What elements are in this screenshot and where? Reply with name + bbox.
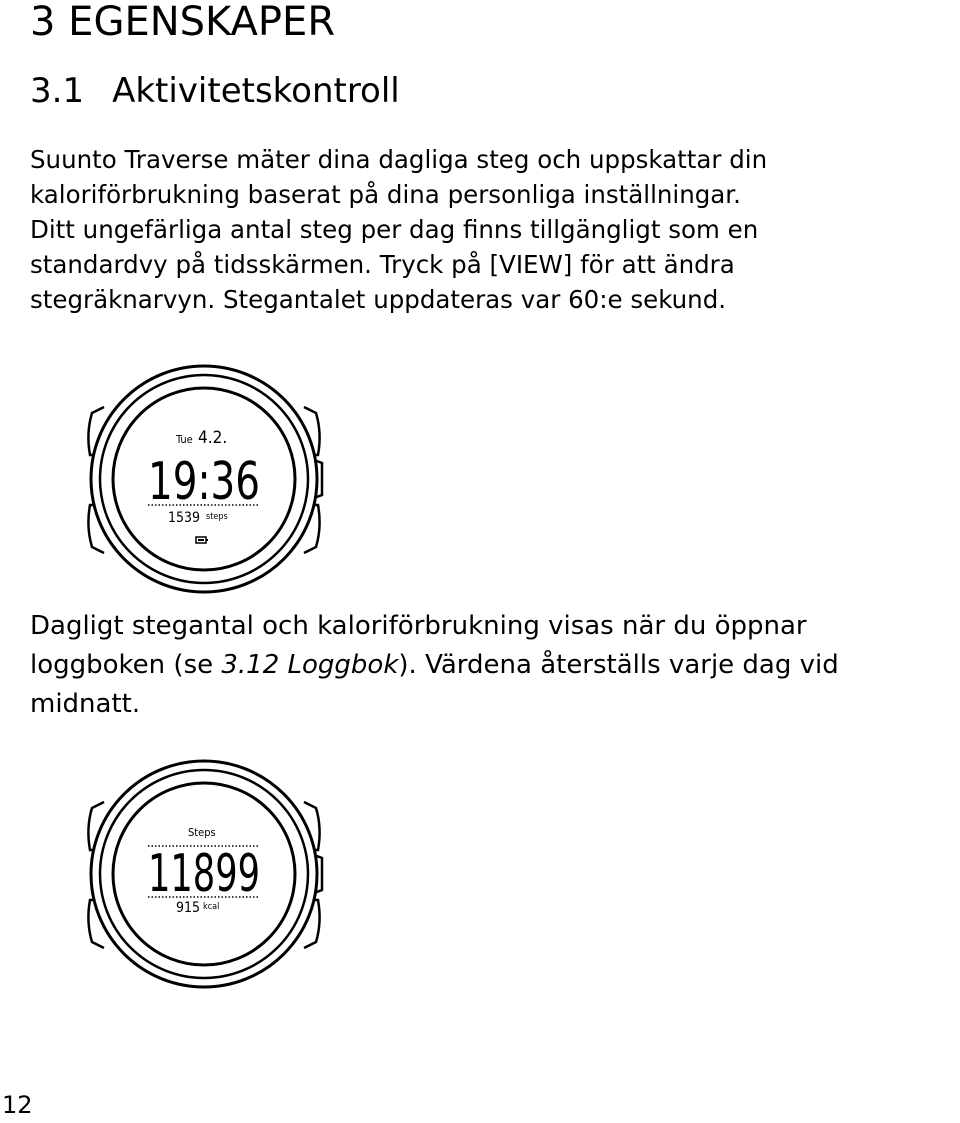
watch-header-label: Steps xyxy=(188,826,216,839)
section-heading xyxy=(30,68,400,114)
page-number: 12 xyxy=(2,1091,33,1119)
chapter-title: EGENSKAPER xyxy=(68,0,336,45)
line-text: loggboken (se xyxy=(30,650,222,680)
section-number: 3.1 xyxy=(30,71,85,111)
chapter-number: 3 xyxy=(30,0,56,45)
watch-date: 4.2. xyxy=(198,428,228,448)
watch-steps-value: 1539 xyxy=(168,510,201,526)
paragraph-line: stegräknarvyn. Stegantalet uppdateras var 60:e sekund. xyxy=(30,285,727,314)
watch-steps-value: 11899 xyxy=(148,844,260,904)
watch-day: Tue xyxy=(176,433,193,446)
paragraph-line xyxy=(30,646,839,685)
watch-kcal-label: kcal xyxy=(203,902,220,912)
watch-time-view-illustration xyxy=(78,355,330,595)
watch-steps-view-illustration xyxy=(78,750,330,990)
watch-steps-label: steps xyxy=(206,512,228,522)
paragraph-line: Dagligt stegantal och kaloriförbrukning visas när du öppnar xyxy=(30,611,807,641)
watch-kcal-value: 915 xyxy=(176,900,201,916)
paragraph-line: midnatt. xyxy=(30,689,141,719)
watch-time: 19:36 xyxy=(148,452,260,512)
paragraph-line: kaloriförbrukning baserat på dina personliga inställningar. xyxy=(30,180,741,209)
intro-paragraph xyxy=(30,142,767,317)
paragraph-line: Ditt ungefärliga antal steg per dag finns tillgängligt som en xyxy=(30,215,759,244)
section-title: Aktivitetskontroll xyxy=(112,71,400,111)
line-text: ). Värdena återställs varje dag vid xyxy=(398,650,839,680)
chapter-heading xyxy=(30,0,335,48)
paragraph-line: Suunto Traverse mäter dina dagliga steg och uppskattar din xyxy=(30,145,768,174)
log-paragraph xyxy=(30,607,839,724)
paragraph-line: standardvy på tidsskärmen. Tryck på [VIEW] för att ändra xyxy=(30,250,735,279)
logbook-reference-link[interactable]: 3.12 Loggbok xyxy=(221,650,399,680)
